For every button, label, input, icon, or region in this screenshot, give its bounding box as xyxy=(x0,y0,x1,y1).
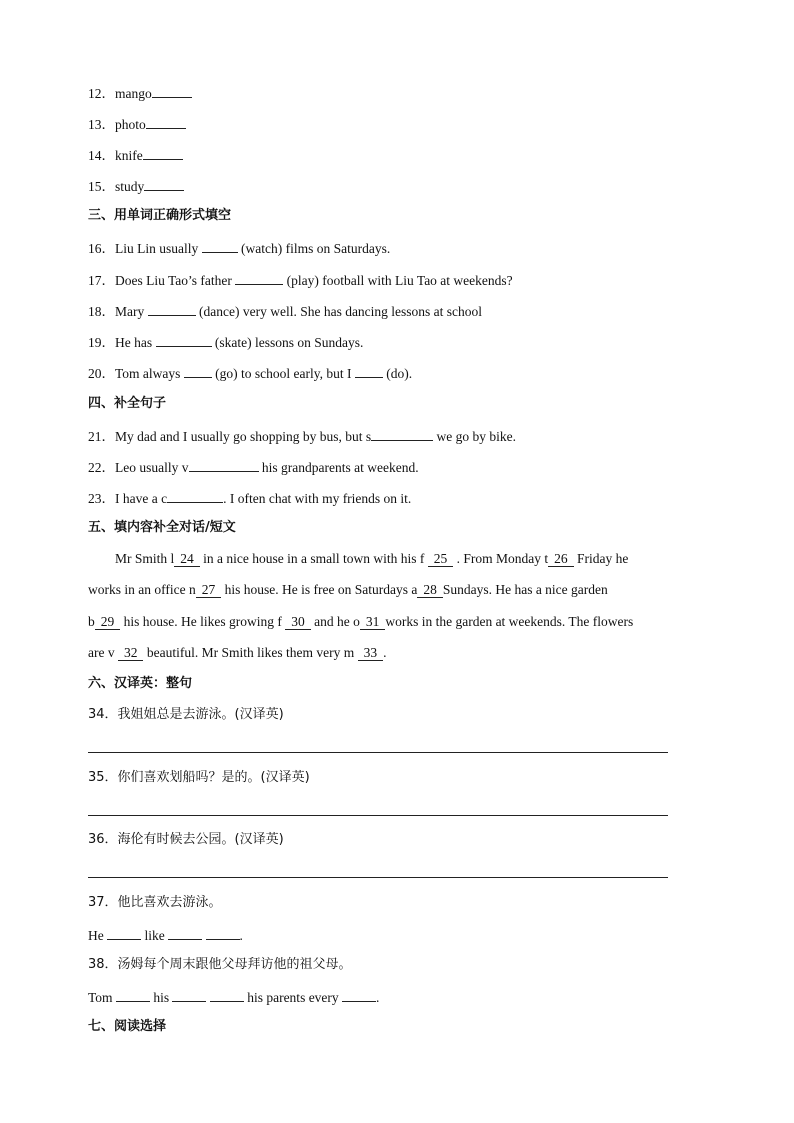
answer-blank[interactable] xyxy=(235,270,283,285)
answer-line-34[interactable] xyxy=(88,752,668,753)
answer-blank[interactable] xyxy=(168,925,202,940)
answer-blank[interactable] xyxy=(342,987,376,1002)
passage-line-4: are v 32 beautiful. Mr Smith likes them very m 33 . xyxy=(88,645,387,660)
answer-blank[interactable] xyxy=(202,238,238,253)
answer-blank[interactable] xyxy=(371,426,433,441)
question-12: 12．mango xyxy=(88,83,192,103)
answer-blank[interactable] xyxy=(184,363,212,378)
answer-blank[interactable] xyxy=(172,987,206,1002)
question-38-answer: Tom his his parents every . xyxy=(88,987,379,1007)
blank-24[interactable]: 24 xyxy=(174,552,200,567)
answer-line-36[interactable] xyxy=(88,877,668,878)
answer-blank[interactable] xyxy=(116,987,150,1002)
blank-26[interactable]: 26 xyxy=(548,552,574,567)
answer-blank[interactable] xyxy=(355,363,383,378)
passage-line-3: b 29 his house. He likes growing f 30 and he o 31 works in the garden at weekends. The flowers xyxy=(88,614,634,629)
answer-blank[interactable] xyxy=(143,145,183,160)
question-17: 17．Does Liu Tao’s father (play) football with Liu Tao at weekends? xyxy=(88,270,513,290)
question-38: 38．汤姆每个周末跟他父母拜访他的祖父母。 xyxy=(88,957,352,972)
answer-blank[interactable] xyxy=(107,925,141,940)
blank-29[interactable]: 29 xyxy=(95,615,121,630)
section-5-heading: 五、填内容补全对话/短文 xyxy=(88,520,236,535)
question-18: 18．Mary (dance) very well. She has dancing lessons at school xyxy=(88,301,482,321)
blank-27[interactable]: 27 xyxy=(196,583,222,598)
question-15: 15．study xyxy=(88,176,184,196)
section-3-heading: 三、用单词正确形式填空 xyxy=(88,208,232,223)
question-35: 35．你们喜欢划船吗？是的。(汉译英) xyxy=(88,770,310,785)
question-14: 14．knife xyxy=(88,145,183,165)
blank-28[interactable]: 28 xyxy=(417,583,443,598)
answer-blank[interactable] xyxy=(189,457,259,472)
question-23: 23．I have a c . I often chat with my friends on it. xyxy=(88,488,411,508)
question-34: 34．我姐姐总是去游泳。(汉译英) xyxy=(88,707,284,722)
answer-blank[interactable] xyxy=(167,488,223,503)
passage-line-2: works in an office n 27 his house. He is free on Saturdays a 28 Sundays. He has a nice garden xyxy=(88,582,608,597)
answer-blank[interactable] xyxy=(210,987,244,1002)
answer-blank[interactable] xyxy=(144,176,184,191)
question-19: 19．He has (skate) lessons on Sundays. xyxy=(88,332,363,352)
answer-line-35[interactable] xyxy=(88,815,668,816)
section-6-heading: 六、汉译英：整句 xyxy=(88,676,193,691)
answer-blank[interactable] xyxy=(152,83,192,98)
answer-blank[interactable] xyxy=(148,301,196,316)
question-13: 13．photo xyxy=(88,114,186,134)
blank-33[interactable]: 33 xyxy=(358,646,384,661)
answer-blank[interactable] xyxy=(206,925,240,940)
answer-blank[interactable] xyxy=(146,114,186,129)
question-20: 20．Tom always (go) to school early, but I (do). xyxy=(88,363,412,383)
question-37: 37．他比喜欢去游泳。 xyxy=(88,895,222,910)
passage-line-1: Mr Smith l 24 in a nice house in a small town with his f 25 . From Monday t 26 Friday he xyxy=(115,551,629,566)
blank-31[interactable]: 31 xyxy=(360,615,386,630)
answer-blank[interactable] xyxy=(156,332,212,347)
blank-25[interactable]: 25 xyxy=(428,552,454,567)
question-21: 21．My dad and I usually go shopping by bus, but s we go by bike. xyxy=(88,426,516,446)
question-22: 22．Leo usually v his grandparents at weekend. xyxy=(88,457,419,477)
blank-30[interactable]: 30 xyxy=(285,615,311,630)
section-4-heading: 四、补全句子 xyxy=(88,396,167,411)
section-7-heading: 七、阅读选择 xyxy=(88,1019,167,1034)
question-36: 36．海伦有时候去公园。(汉译英) xyxy=(88,832,284,847)
blank-32[interactable]: 32 xyxy=(118,646,144,661)
question-16: 16．Liu Lin usually (watch) films on Saturdays. xyxy=(88,238,390,258)
question-37-answer: He like . xyxy=(88,925,243,945)
